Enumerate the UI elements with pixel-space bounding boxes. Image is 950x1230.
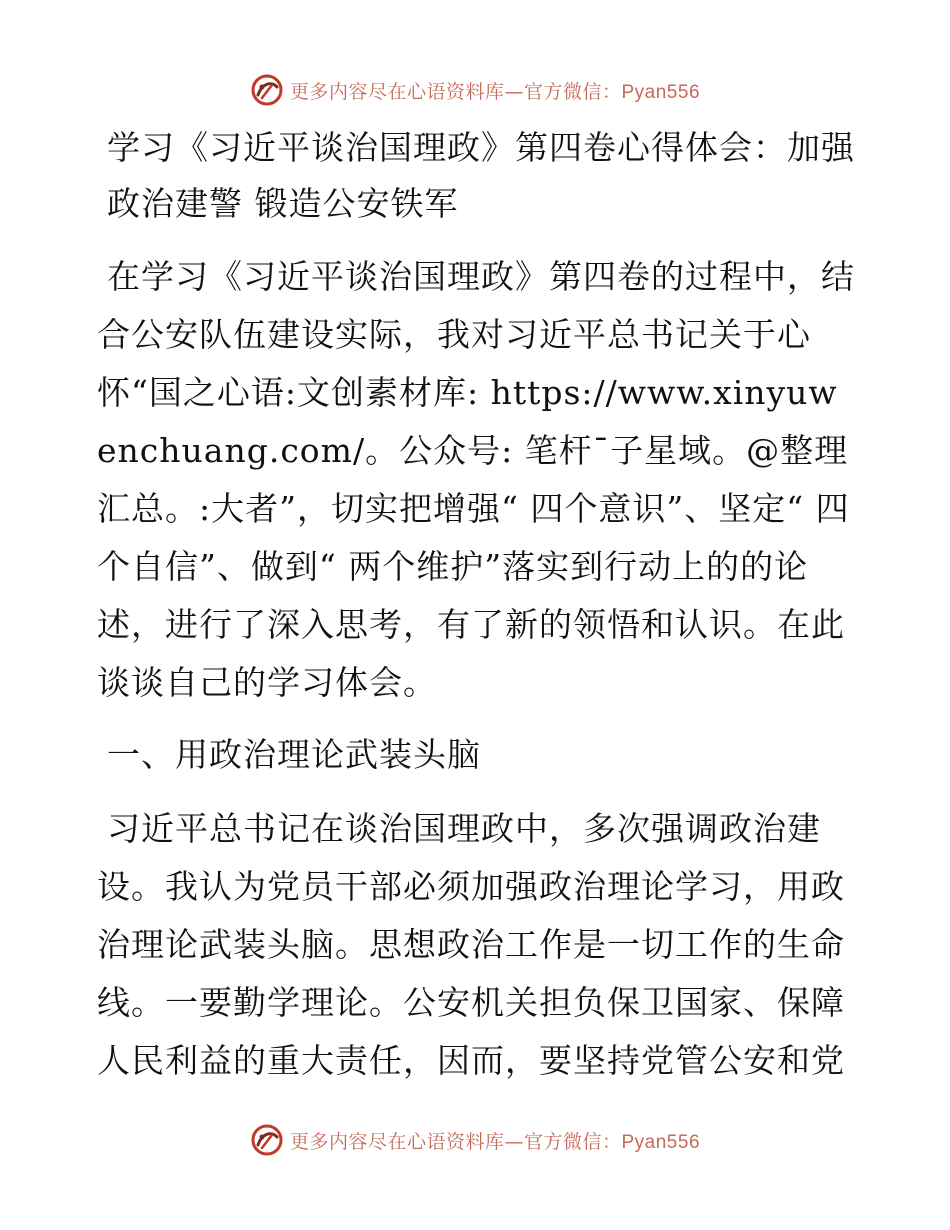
wechat-id: Pyan556 bbox=[621, 81, 701, 103]
document-body bbox=[97, 120, 857, 1090]
watermark-text: 更多内容尽在心语资料库—官方微信：Pyan556 bbox=[289, 1130, 701, 1153]
section-heading: 一、用政治理论武装头脑 bbox=[107, 735, 481, 774]
watermark-text: 更多内容尽在心语资料库—官方微信：Pyan556 bbox=[289, 80, 701, 103]
document-title: 学习《习近平谈治国理政》第四卷心得体会：加强政治建警 锻造公安铁军 bbox=[107, 128, 855, 223]
footer-watermark-banner bbox=[0, 1120, 950, 1160]
section-paragraph: 习近平总书记在谈治国理政中，多次强调政治建设。我认为党员干部必须加强政治理论学习，用政治理论武装头脑。思想政治工作是一切工作的生命线。一要勤学理论。公安机关担负保卫国家、保障人民利益的重大责任，因而，要坚持党管公安和党 bbox=[97, 809, 845, 1080]
wechat-id: Pyan556 bbox=[621, 1131, 701, 1153]
intro-paragraph: 在学习《习近平谈治国理政》第四卷的过程中，结合公安队伍建设实际，我对习近平总书记关于心怀“国之心语:文创素材库: https://www.xinyuwenchuang.com/。公众号: 笔杆¯子星域。@整理汇总。:大者”，切实把增强“ 四个意识”、坚定“ 四个自信”、做到“ 两个维护”落实到行动上的的论述，进行了深入思考，有了新的领悟和认识。在此谈谈自己的学习体会。 bbox=[97, 257, 855, 702]
xinyu-logo-icon bbox=[250, 1123, 284, 1157]
xinyu-logo-icon bbox=[250, 73, 284, 107]
header-watermark-banner bbox=[0, 70, 950, 110]
